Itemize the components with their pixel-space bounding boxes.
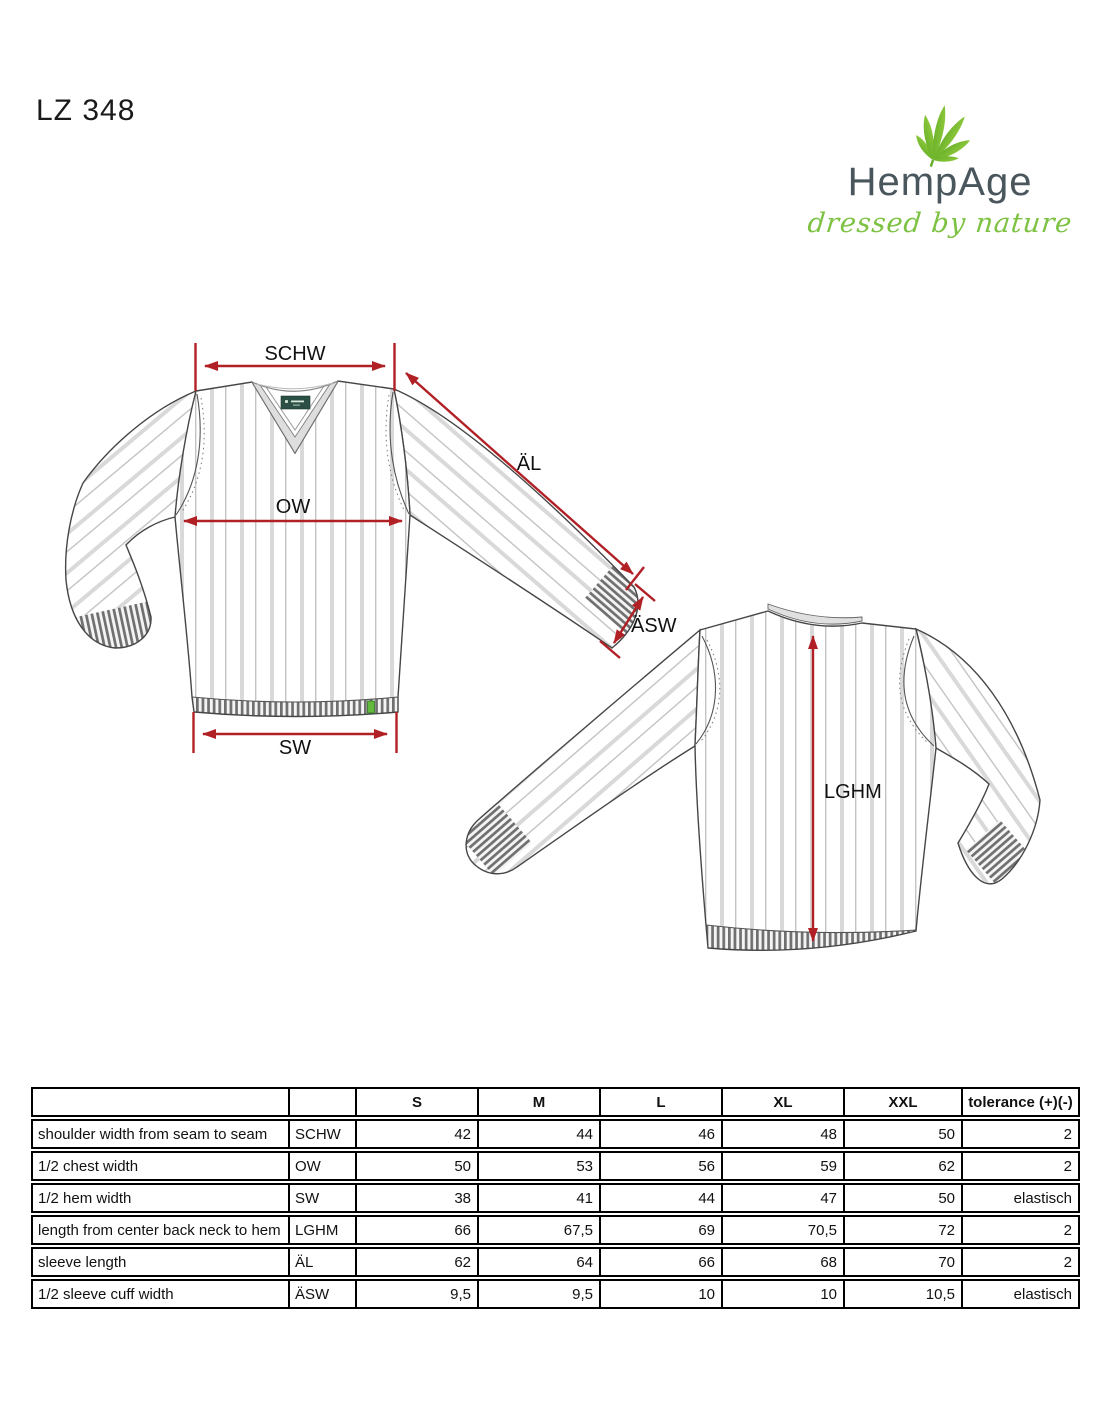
value-tolerance: 2: [961, 1247, 1080, 1277]
value-xl: 10: [721, 1279, 843, 1309]
value-m: 9,5: [477, 1279, 599, 1309]
value-xl: 68: [721, 1247, 843, 1277]
value-l: 69: [599, 1215, 721, 1245]
table-row: [31, 1215, 1080, 1245]
size-table: [31, 1085, 1080, 1311]
value-xxl: 50: [843, 1119, 961, 1149]
value-xl: 47: [721, 1183, 843, 1213]
header-size-xl: XL: [721, 1087, 843, 1117]
row-code: SCHW: [288, 1119, 355, 1149]
value-m: 44: [477, 1119, 599, 1149]
row-code: ÄL: [288, 1247, 355, 1277]
table-row: [31, 1119, 1080, 1149]
label-ael: ÄL: [516, 453, 542, 475]
header-code: [288, 1087, 355, 1117]
row-label: 1/2 sleeve cuff width: [31, 1279, 288, 1309]
value-s: 50: [355, 1151, 477, 1181]
label-lghm: LGHM: [824, 781, 882, 803]
header-size-l: L: [599, 1087, 721, 1117]
row-label: 1/2 chest width: [31, 1151, 288, 1181]
value-s: 38: [355, 1183, 477, 1213]
brand-tagline: dressed by nature: [806, 208, 1074, 239]
value-l: 10: [599, 1279, 721, 1309]
value-xl: 48: [721, 1119, 843, 1149]
label-ow: OW: [275, 496, 311, 518]
value-m: 53: [477, 1151, 599, 1181]
neck-label: [281, 396, 310, 409]
table-row: [31, 1247, 1080, 1277]
value-l: 46: [599, 1119, 721, 1149]
value-tolerance: 2: [961, 1215, 1080, 1245]
value-xxl: 62: [843, 1151, 961, 1181]
value-m: 67,5: [477, 1215, 599, 1245]
table-row: [31, 1183, 1080, 1213]
row-code: OW: [288, 1151, 355, 1181]
front-view-drawing: [58, 381, 664, 717]
value-xl: 59: [721, 1151, 843, 1181]
row-label: 1/2 hem width: [31, 1183, 288, 1213]
label-sw: SW: [278, 737, 312, 759]
hem-tag: [368, 701, 375, 713]
value-l: 56: [599, 1151, 721, 1181]
value-xxl: 50: [843, 1183, 961, 1213]
value-xxl: 10,5: [843, 1279, 961, 1309]
value-tolerance: 2: [961, 1151, 1080, 1181]
value-s: 9,5: [355, 1279, 477, 1309]
header-size-xxl: XXL: [843, 1087, 961, 1117]
value-s: 66: [355, 1215, 477, 1245]
header-tolerance: tolerance (+)(-): [961, 1087, 1080, 1117]
header-desc: [31, 1087, 288, 1117]
value-m: 41: [477, 1183, 599, 1213]
label-schw: SCHW: [264, 343, 326, 365]
brand-name: HempAge: [847, 160, 1033, 204]
label-aesw: ÄSW: [631, 615, 677, 637]
value-tolerance: 2: [961, 1119, 1080, 1149]
table-row: [31, 1279, 1080, 1309]
row-label: length from center back neck to hem: [31, 1215, 288, 1245]
value-l: 44: [599, 1183, 721, 1213]
value-tolerance: elastisch: [961, 1183, 1080, 1213]
value-m: 64: [477, 1247, 599, 1277]
value-xxl: 70: [843, 1247, 961, 1277]
header-size-m: M: [477, 1087, 599, 1117]
value-tolerance: elastisch: [961, 1279, 1080, 1309]
value-xxl: 72: [843, 1215, 961, 1245]
table-header-row: [31, 1087, 1080, 1117]
row-code: SW: [288, 1183, 355, 1213]
header-size-s: S: [355, 1087, 477, 1117]
table-row: [31, 1151, 1080, 1181]
row-code: LGHM: [288, 1215, 355, 1245]
row-label: shoulder width from seam to seam: [31, 1119, 288, 1149]
value-l: 66: [599, 1247, 721, 1277]
row-label: sleeve length: [31, 1247, 288, 1277]
back-view-drawing: [448, 604, 1040, 956]
page-title: LZ 348: [36, 94, 136, 127]
value-s: 42: [355, 1119, 477, 1149]
value-s: 62: [355, 1247, 477, 1277]
value-xl: 70,5: [721, 1215, 843, 1245]
row-code: ÄSW: [288, 1279, 355, 1309]
